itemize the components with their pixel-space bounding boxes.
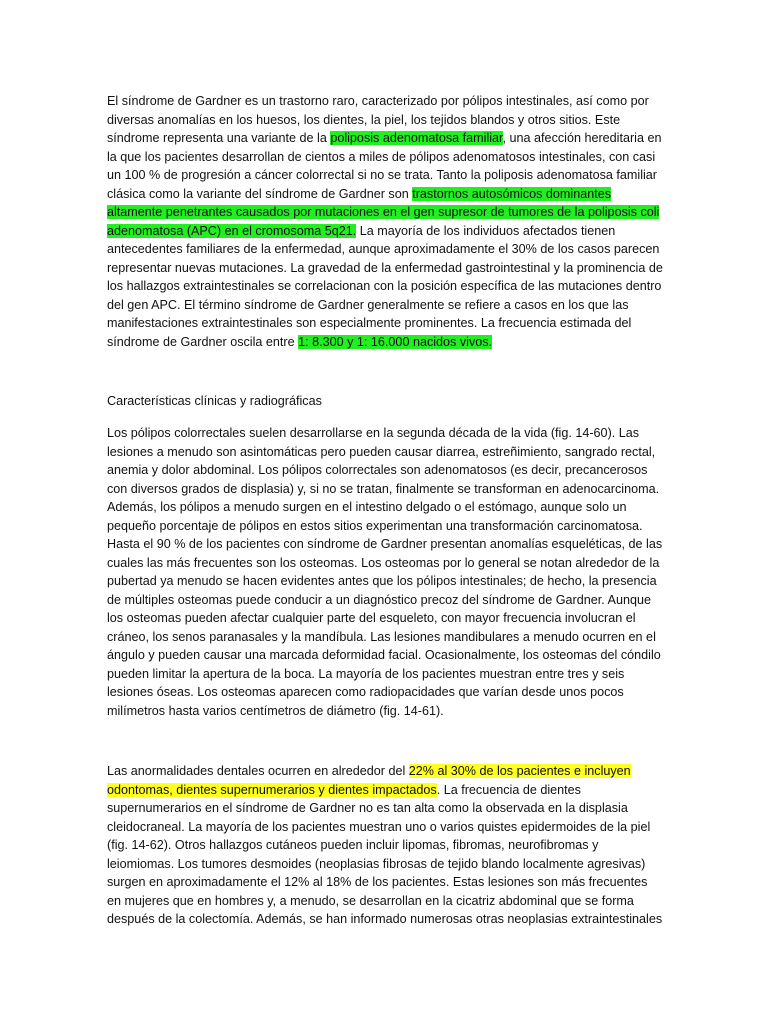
paragraph-intro-text-3: La mayoría de los individuos afectados tienen antecedentes familiares de la enfermedad, aunque aproximadamente el 30% de los casos parecen representar nuevas mutaciones. La gravedad de la enfermedad gastrointestinal y la prominencia de los hallazgos extraintestinales se correlacionan con la posición específica de las mutaciones dentro del gen APC. El término síndrome de Gardner generalmente se refiere a casos en los que las manifestaciones extraintestinales son especialmente prominentes. La frecuencia estimada del síndrome de Gardner oscila entre	[107, 223, 663, 349]
highlight-green-1: poliposis adenomatosa familiar	[330, 131, 503, 145]
paragraph-intro	[107, 92, 663, 351]
paragraph-dental-text-1: Las anormalidades dentales ocurren en alrededor del	[107, 764, 409, 778]
paragraph-dental-text-2: . La frecuencia de dientes supernumerarios en el síndrome de Gardner no es tan alta como la observada en la displasia cleidocraneal. La mayoría de los pacientes muestran uno o varios quistes epidermoides de la piel (fig. 14-62). Otros hallazgos cutáneos pueden incluir lipomas, fibromas, neurofibromas y leiomiomas. Los tumores desmoides (neoplasias fibrosas de tejido blando localmente agresivas) surgen en aproximadamente el 12% al 18% de los pacientes. Estas lesiones son más frecuentes en mujeres que en hombres y, a menudo, se desarrollan en la cicatriz abdominal que se forma después de la colectomía. Además, se han informado numerosas otras neoplasias extraintestinales	[107, 782, 663, 926]
section-heading: Características clínicas y radiográficas	[107, 394, 322, 408]
highlight-green-2: trastornos autosómicos dominantes altamente penetrantes causados por mutaciones en el gen supresor de tumores de la poliposis coli adenomatosa (APC) en el cromosoma 5q21.	[107, 186, 660, 238]
paragraph-intro-text-2: , una afección hereditaria en la que los pacientes desarrollan de cientos a miles de pólipos adenomatosos intestinales, con casi un 100 % de progresión a cáncer colorrectal si no se trata. Tanto la poliposis adenomatosa familiar clásica como la variante del síndrome de Gardner son	[107, 131, 662, 201]
paragraph-clinical: Los pólipos colorrectales suelen desarrollarse en la segunda década de la vida (fig. 14-60). Las lesiones a menudo son asintomáticas pero pueden causar diarrea, estreñimiento, sangrado rectal, anemia y dolor abdominal. Los pólipos colorrectales son adenomatosos (es decir, precancerosos con diversos grados de displasia) y, si no se tratan, finalmente se transforman en adenocarcinoma. Además, los pólipos a menudo surgen en el intestino delgado o el estómago, aunque solo un pequeño porcentaje de pólipos en estos sitios experimentan una transformación carcinomatosa. Hasta el 90 % de los pacientes con síndrome de Gardner presentan anomalías esqueléticas, de las cuales las más frecuentes son los osteomas. Los osteomas por lo general se notan alrededor de la pubertad ya menudo se hacen evidentes antes que los pólipos intestinales; de hecho, la presencia de múltiples osteomas puede conducir a un diagnóstico precoz del síndrome de Gardner. Aunque los osteomas pueden afectar cualquier parte del esqueleto, con mayor frecuencia involucran el cráneo, los senos paranasales y la mandíbula. Las lesiones mandibulares a menudo ocurren en el ángulo y pueden causar una marcada deformidad facial. Ocasionalmente, los osteomas del cóndilo pueden limitar la apertura de la boca. La mayoría de los pacientes muestran entre tres y seis lesiones óseas. Los osteomas aparecen como radiopacidades que varían desde unos pocos milímetros hasta varios centímetros de diámetro (fig. 14-61).	[107, 426, 663, 718]
paragraph-dental	[107, 762, 663, 929]
highlight-green-3: 1: 8.300 y 1: 16.000 nacidos vivos.	[298, 334, 493, 349]
paragraph-intro-text-1: El síndrome de Gardner es un trastorno raro, caracterizado por pólipos intestinales, así como por diversas anomalías en los huesos, los dientes, la piel, los tejidos blandos y otros sitios. Este síndrome representa una variante de la	[107, 94, 649, 145]
highlight-yellow: 22% al 30% de los pacientes e incluyen odontomas, dientes supernumerarios y dientes impactados	[107, 764, 631, 797]
